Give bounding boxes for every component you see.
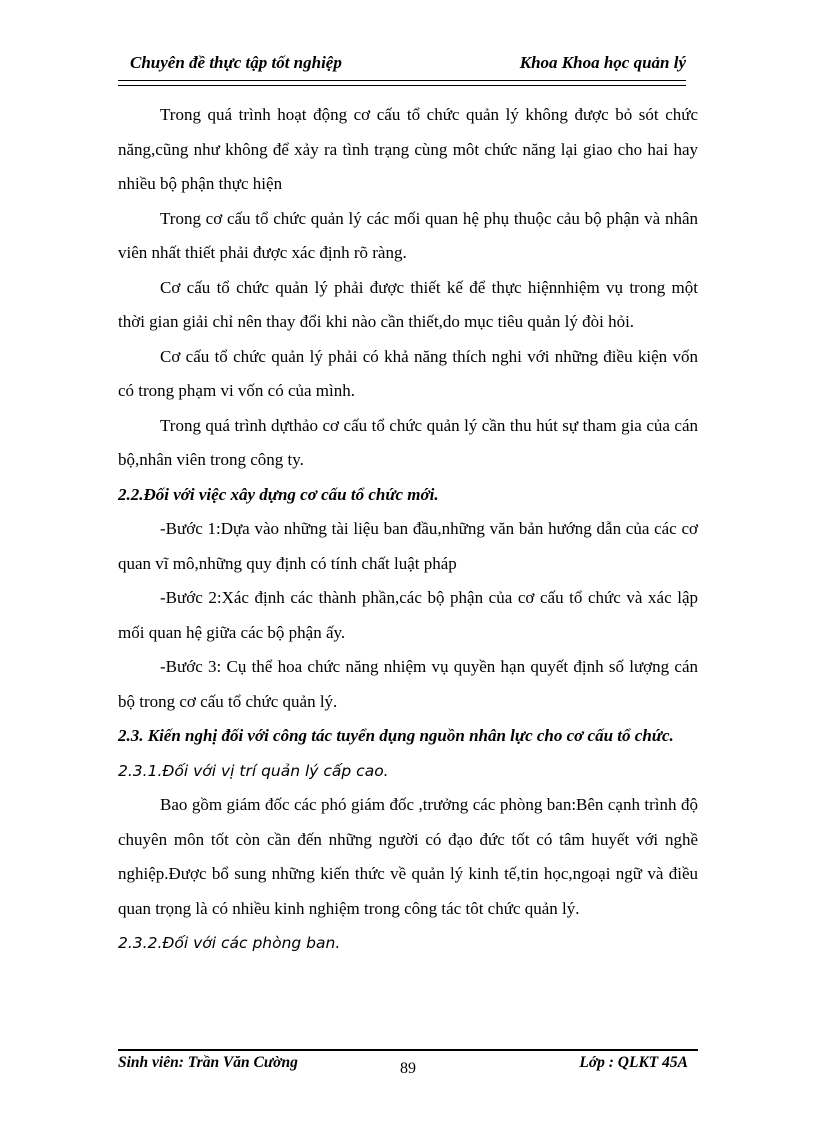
step-item: -Bước 3: Cụ thể hoa chức năng nhiệm vụ quyền hạn quyết định số lượng cán bộ trong cơ cấu tổ chức quản lý. <box>118 657 698 711</box>
subsection-heading-2-3-2: 2.3.2.Đối với các phòng ban. <box>118 934 341 952</box>
page-footer <box>118 1054 698 1084</box>
paragraph: Cơ cấu tổ chức quản lý phải được thiết kế để thực hiệnnhiệm vụ trong một thời gian giải chỉ nên thay đổi khi nào cần thiết,do mục tiêu quản lý đòi hỏi. <box>118 277 698 331</box>
paragraph: Cơ cấu tổ chức quản lý phải có khả năng thích nghi với những điều kiện vốn có trong phạm vi vốn có của mình. <box>118 346 698 400</box>
step-item: -Bước 2:Xác định các thành phần,các bộ phận của cơ cấu tổ chức và xác lập mối quan hệ giữa các bộ phận ấy. <box>118 588 698 642</box>
paragraph: Bao gồm giám đốc các phó giám đốc ,trưởng các phòng ban:Bên cạnh trình độ chuyên môn tốt còn cần đến những người có đạo đức tốt có tâm huyết với nghề nghiệp.Được bổ sung những kiến thức về quản lý kinh tế,tin học,ngoại ngữ và điều quan trọng là có nhiều kinh nghiệm trong công tác tôt chức quản lý. <box>118 795 698 918</box>
footer-rule <box>118 1049 698 1051</box>
page-header <box>118 53 698 79</box>
step-item: -Bước 1:Dựa vào những tài liệu ban đầu,những văn bản hướng dẫn của các cơ quan vĩ mô,những quy định có tính chất luật pháp <box>118 519 698 573</box>
page-number: 89 <box>400 1060 416 1077</box>
paragraph: Trong quá trình hoạt động cơ cấu tổ chức quản lý không được bỏ sót chức năng,cũng như không để xảy ra tình trạng cùng môt chức năng lại giao cho hai hay nhiều bộ phận thực hiện <box>118 105 698 193</box>
subsection-heading-2-3-1: 2.3.1.Đối với vị trí quản lý cấp cao. <box>118 761 389 780</box>
header-double-rule <box>118 80 686 86</box>
section-heading-2-2: 2.2.Đối với việc xây dựng cơ cấu tổ chức mới. <box>118 484 439 504</box>
footer-class: Lớp : QLKT 45A <box>579 1054 688 1071</box>
document-body <box>118 98 698 961</box>
footer-student-name: Sinh viên: Trần Văn Cường <box>118 1054 298 1071</box>
section-heading-2-3: 2.3. Kiến nghị đối với công tác tuyển dụng nguồn nhân lực cho cơ cấu tổ chức. <box>118 726 674 745</box>
paragraph: Trong cơ cấu tổ chức quản lý các mối quan hệ phụ thuộc cảu bộ phận và nhân viên nhất thiết phải được xác định rõ ràng. <box>118 208 698 262</box>
header-title: Chuyên đề thực tập tốt nghiệp <box>130 53 342 72</box>
header-faculty: Khoa Khoa học quản lý <box>519 53 686 72</box>
paragraph: Trong quá trình dựthảo cơ cấu tổ chức quản lý cần thu hút sự tham gia của cán bộ,nhân viên trong công ty. <box>118 415 698 469</box>
